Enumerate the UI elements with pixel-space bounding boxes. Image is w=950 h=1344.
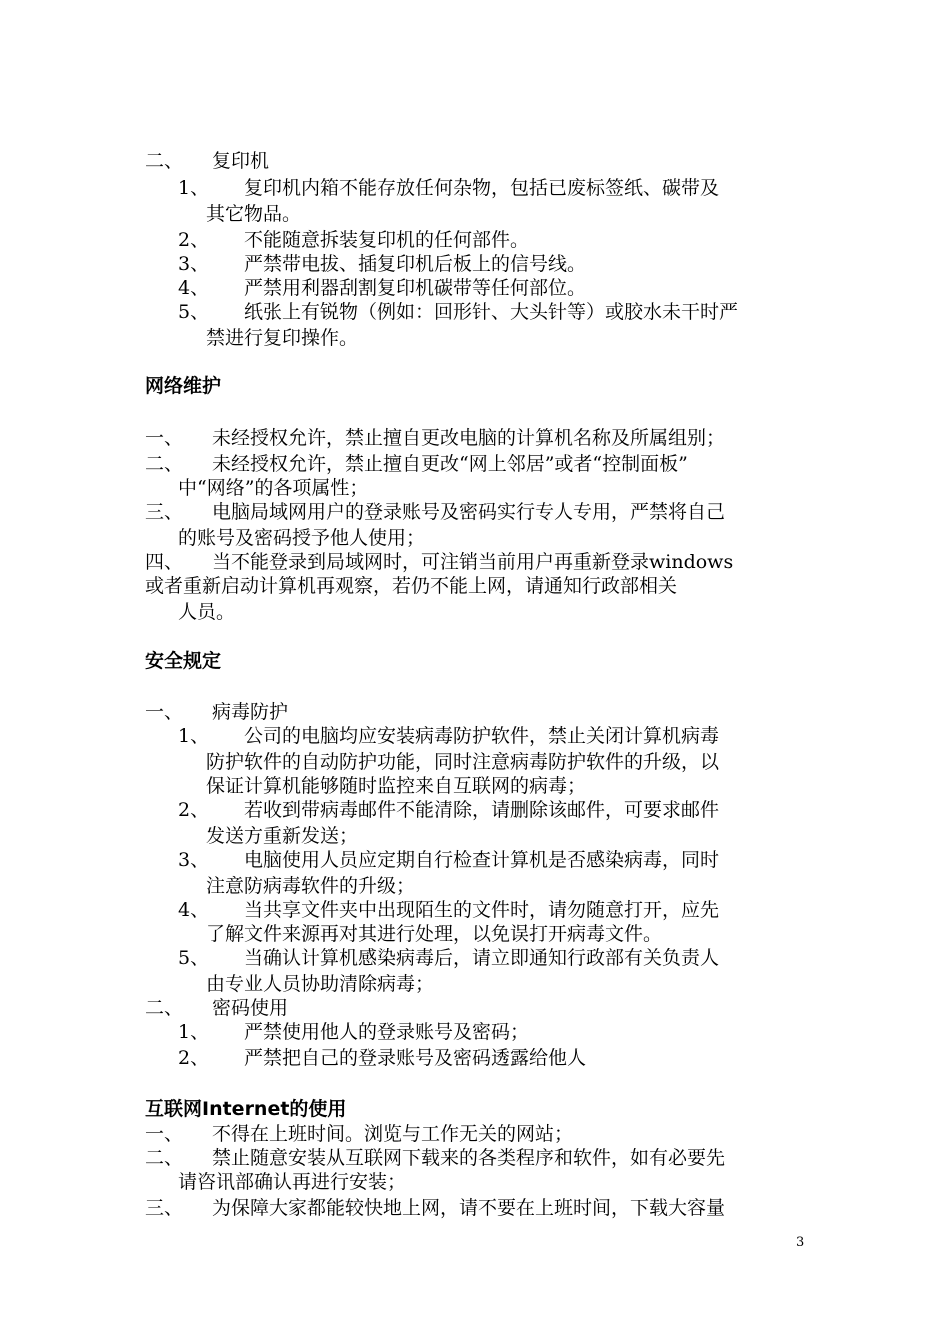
item-text: 不得在上班时间。浏览与工作无关的网站； [212, 1123, 574, 1145]
section-number: 二、 [145, 997, 184, 1019]
item-text: 严禁把自己的登录账号及密码透露给他人 [244, 1047, 587, 1069]
section-number: 二、 [145, 150, 184, 172]
item-text: 当确认计算机感染病毒后，请立即通知行政部有关负责人 [244, 947, 720, 969]
item-number: 1、 [178, 725, 210, 747]
item-number: 二、 [145, 453, 184, 475]
item-text: 纸张上有锐物（例如：回形针、大头针等）或胶水未干时严 [244, 301, 739, 323]
item-number: 2、 [178, 799, 210, 821]
item-text: 未经授权允许，禁止擅自更改“网上邻居”或者“控制面板” [212, 453, 688, 475]
item-number: 三、 [145, 1197, 184, 1219]
item-text: 为保障大家都能较快地上网，请不要在上班时间，下载大容量 [212, 1197, 726, 1219]
item-text: 其它物品。 [206, 203, 302, 225]
item-text: 禁进行复印操作。 [206, 327, 359, 349]
item-number: 2、 [178, 229, 210, 251]
item-number: 5、 [178, 301, 210, 323]
item-text: 或者重新启动计算机再观察，若仍不能上网，请通知行政部相关 [145, 575, 678, 597]
item-text: 注意防病毒软件的升级； [206, 875, 416, 897]
page-number: 3 [796, 1235, 805, 1250]
item-number: 一、 [145, 427, 184, 449]
item-number: 4、 [178, 277, 210, 299]
item-text: 人员。 [178, 601, 236, 623]
item-text: 不能随意拆装复印机的任何部件。 [244, 229, 530, 251]
item-number: 1、 [178, 177, 210, 199]
item-text: 由专业人员协助清除病毒； [206, 973, 435, 995]
section-heading: 安全规定 [145, 650, 222, 672]
section-heading: 网络维护 [145, 375, 222, 397]
item-text: 未经授权允许，禁止擅自更改电脑的计算机名称及所属组别； [212, 427, 726, 449]
item-number: 5、 [178, 947, 210, 969]
item-text: 公司的电脑均应安装病毒防护软件，禁止关闭计算机病毒 [244, 725, 720, 747]
section-title: 病毒防护 [212, 701, 289, 723]
item-number: 四、 [145, 551, 184, 573]
item-text: 中“网络”的各项属性； [178, 477, 369, 499]
item-text: 禁止随意安装从互联网下载来的各类程序和软件，如有必要先 [212, 1147, 726, 1169]
item-text: 保证计算机能够随时监控来自互联网的病毒； [206, 775, 587, 797]
section-title: 复印机 [212, 150, 270, 172]
item-text: 若收到带病毒邮件不能清除，请删除该邮件，可要求邮件 [244, 799, 720, 821]
item-text: 严禁使用他人的登录账号及密码； [244, 1021, 530, 1043]
item-text: 当共享文件夹中出现陌生的文件时，请勿随意打开，应先 [244, 899, 720, 921]
item-text: 当不能登录到局域网时，可注销当前用户再重新登录windows [212, 551, 734, 573]
item-text: 了解文件来源再对其进行处理，以免误打开病毒文件。 [206, 923, 663, 945]
section-title: 密码使用 [212, 997, 289, 1019]
item-text: 请咨讯部确认再进行安装； [178, 1171, 407, 1193]
item-number: 一、 [145, 1123, 184, 1145]
item-text: 严禁带电拔、插复印机后板上的信号线。 [244, 253, 587, 275]
item-number: 3、 [178, 253, 210, 275]
section-number: 一、 [145, 701, 184, 723]
item-text: 电脑使用人员应定期自行检查计算机是否感染病毒，同时 [244, 849, 720, 871]
item-number: 三、 [145, 501, 184, 523]
item-text: 严禁用利器刮割复印机碳带等任何部位。 [244, 277, 587, 299]
item-number: 3、 [178, 849, 210, 871]
item-text: 的账号及密码授予他人使用； [178, 527, 426, 549]
item-text: 防护软件的自动防护功能，同时注意病毒防护软件的升级，以 [206, 751, 720, 773]
item-text: 发送方重新发送； [206, 825, 359, 847]
item-number: 2、 [178, 1047, 210, 1069]
item-text: 电脑局域网用户的登录账号及密码实行专人专用，严禁将自己 [212, 501, 726, 523]
item-number: 二、 [145, 1147, 184, 1169]
item-number: 1、 [178, 1021, 210, 1043]
section-heading: 互联网Internet的使用 [145, 1098, 347, 1120]
item-number: 4、 [178, 899, 210, 921]
item-text: 复印机内箱不能存放任何杂物，包括已废标签纸、碳带及 [244, 177, 720, 199]
